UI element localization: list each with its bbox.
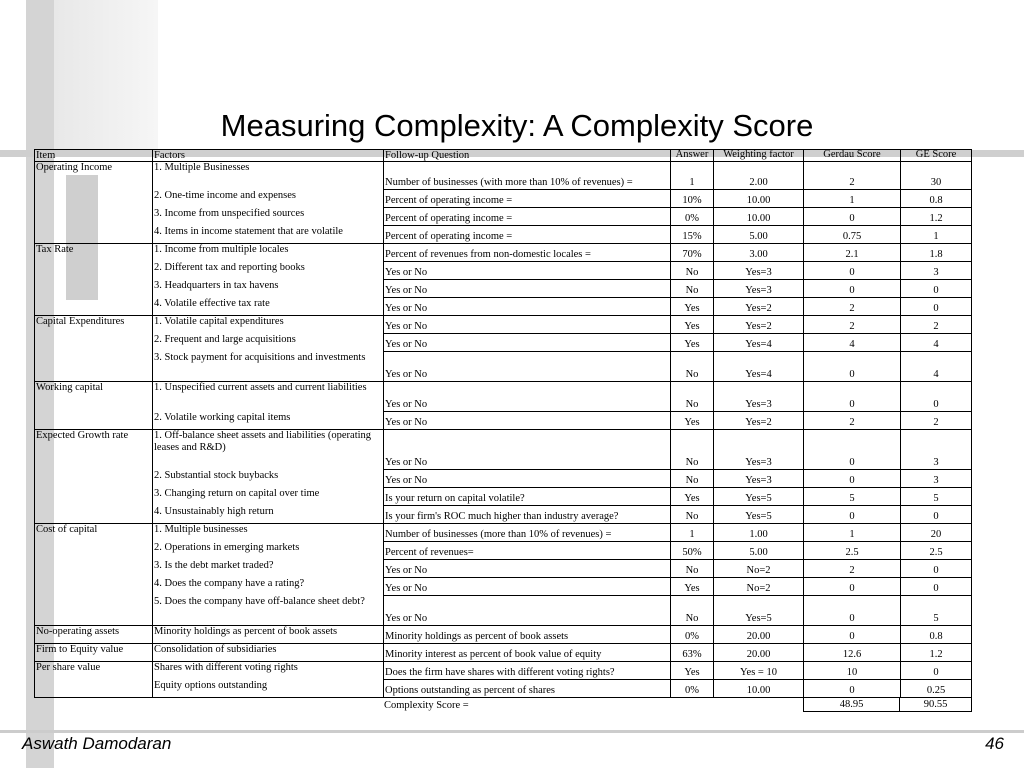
row-item-label: No-operating assets bbox=[34, 626, 152, 644]
answer-cell: No bbox=[670, 280, 713, 298]
weight-cell: Yes=5 bbox=[713, 506, 803, 524]
answer-cell: 0% bbox=[670, 680, 713, 698]
page-number: 46 bbox=[985, 734, 1004, 753]
answer-cell: No bbox=[670, 470, 713, 488]
question-cell: Minority interest as percent of book value of equity bbox=[383, 644, 670, 662]
ge-score-cell: 0 bbox=[900, 578, 972, 596]
complexity-score-table bbox=[34, 149, 972, 712]
answer-cell: 10% bbox=[670, 190, 713, 208]
factor-cell: 2. Substantial stock buybacks bbox=[152, 470, 383, 488]
answer-cell: Yes bbox=[670, 334, 713, 352]
answer-cell: 63% bbox=[670, 644, 713, 662]
question-cell: Percent of operating income = bbox=[383, 208, 670, 226]
factor-cell: 3. Stock payment for acquisitions and investments bbox=[152, 352, 383, 382]
weight-cell: Yes=3 bbox=[713, 280, 803, 298]
factor-cell: 2. Volatile working capital items bbox=[152, 412, 383, 430]
weight-cell: 1.00 bbox=[713, 524, 803, 542]
question-cell: Yes or No bbox=[383, 578, 670, 596]
answer-cell: 70% bbox=[670, 244, 713, 262]
ge-score-cell: 0 bbox=[900, 298, 972, 316]
factor-cell: 3. Is the debt market traded? bbox=[152, 560, 383, 578]
header-gerdau-score: Gerdau Score bbox=[803, 149, 900, 162]
gerdau-score-cell: 2 bbox=[803, 316, 900, 334]
gerdau-score-cell: 2.1 bbox=[803, 244, 900, 262]
factor-cell: 4. Items in income statement that are volatile bbox=[152, 226, 383, 244]
weight-cell: 2.00 bbox=[713, 162, 803, 190]
question-cell: Yes or No bbox=[383, 470, 670, 488]
answer-cell: Yes bbox=[670, 412, 713, 430]
header-question: Follow-up Question bbox=[383, 149, 670, 162]
factor-cell: 1. Unspecified current assets and current liabilities bbox=[152, 382, 383, 412]
ge-score-cell: 0 bbox=[900, 382, 972, 412]
weight-cell: Yes=3 bbox=[713, 262, 803, 280]
weight-cell: 20.00 bbox=[713, 626, 803, 644]
ge-score-cell: 0.25 bbox=[900, 680, 972, 698]
question-cell: Options outstanding as percent of shares bbox=[383, 680, 670, 698]
factor-cell: 1. Volatile capital expenditures bbox=[152, 316, 383, 334]
gerdau-score-cell: 0 bbox=[803, 506, 900, 524]
ge-score-cell: 1.8 bbox=[900, 244, 972, 262]
question-cell: Yes or No bbox=[383, 334, 670, 352]
gerdau-score-cell: 2.5 bbox=[803, 542, 900, 560]
ge-score-cell: 1.2 bbox=[900, 644, 972, 662]
answer-cell: Yes bbox=[670, 662, 713, 680]
row-item-label: Operating Income bbox=[34, 162, 152, 244]
answer-cell: No bbox=[670, 506, 713, 524]
ge-score-cell: 5 bbox=[900, 488, 972, 506]
weight-cell: Yes=2 bbox=[713, 298, 803, 316]
weight-cell: Yes=5 bbox=[713, 488, 803, 506]
weight-cell: Yes = 10 bbox=[713, 662, 803, 680]
factor-cell: 3. Headquarters in tax havens bbox=[152, 280, 383, 298]
gerdau-score-cell: 5 bbox=[803, 488, 900, 506]
weight-cell: 10.00 bbox=[713, 208, 803, 226]
gerdau-score-cell: 0 bbox=[803, 208, 900, 226]
question-cell: Yes or No bbox=[383, 262, 670, 280]
question-cell: Percent of revenues from non-domestic locales = bbox=[383, 244, 670, 262]
ge-score-cell: 30 bbox=[900, 162, 972, 190]
ge-score-cell: 5 bbox=[900, 596, 972, 626]
factor-cell: 4. Volatile effective tax rate bbox=[152, 298, 383, 316]
question-cell: Percent of operating income = bbox=[383, 226, 670, 244]
ge-score-cell: 4 bbox=[900, 334, 972, 352]
question-cell: Yes or No bbox=[383, 596, 670, 626]
gerdau-score-cell: 0 bbox=[803, 382, 900, 412]
ge-score-cell: 2 bbox=[900, 316, 972, 334]
question-cell: Number of businesses (more than 10% of revenues) = bbox=[383, 524, 670, 542]
factor-cell: 3. Income from unspecified sources bbox=[152, 208, 383, 226]
answer-cell: No bbox=[670, 560, 713, 578]
ge-score-cell: 4 bbox=[900, 352, 972, 382]
ge-score-cell: 0.8 bbox=[900, 190, 972, 208]
gerdau-score-cell: 0 bbox=[803, 262, 900, 280]
answer-cell: 1 bbox=[670, 524, 713, 542]
weight-cell: 3.00 bbox=[713, 244, 803, 262]
gerdau-score-cell: 0 bbox=[803, 280, 900, 298]
weight-cell: No=2 bbox=[713, 560, 803, 578]
gerdau-score-cell: 10 bbox=[803, 662, 900, 680]
ge-score-cell: 0 bbox=[900, 662, 972, 680]
gerdau-score-cell: 0.75 bbox=[803, 226, 900, 244]
header-item: Item bbox=[34, 149, 152, 162]
factor-cell: 1. Off-balance sheet assets and liabilities (operating leases and R&D) bbox=[152, 430, 383, 470]
answer-cell: No bbox=[670, 430, 713, 470]
header-answer: Answer bbox=[670, 149, 713, 162]
weight-cell: 5.00 bbox=[713, 226, 803, 244]
factor-cell: Shares with different voting rights bbox=[152, 662, 383, 680]
ge-score-cell: 0 bbox=[900, 506, 972, 524]
question-cell: Yes or No bbox=[383, 412, 670, 430]
footer-rule bbox=[0, 730, 1024, 733]
factor-cell: 5. Does the company have off-balance sheet debt? bbox=[152, 596, 383, 626]
ge-score-cell: 2.5 bbox=[900, 542, 972, 560]
factor-cell: 2. Frequent and large acquisitions bbox=[152, 334, 383, 352]
question-cell: Yes or No bbox=[383, 352, 670, 382]
gerdau-score-cell: 0 bbox=[803, 470, 900, 488]
ge-score-cell: 3 bbox=[900, 262, 972, 280]
answer-cell: 15% bbox=[670, 226, 713, 244]
header-weight: Weighting factor bbox=[713, 149, 803, 162]
slide-title: Measuring Complexity: A Complexity Score bbox=[220, 108, 814, 143]
answer-cell: No bbox=[670, 352, 713, 382]
footer-author: Aswath Damodaran bbox=[22, 734, 172, 753]
gerdau-score-cell: 0 bbox=[803, 352, 900, 382]
gerdau-score-cell: 4 bbox=[803, 334, 900, 352]
factor-cell: 4. Unsustainably high return bbox=[152, 506, 383, 524]
answer-cell: Yes bbox=[670, 488, 713, 506]
ge-score-cell: 0 bbox=[900, 280, 972, 298]
factor-cell: 2. Different tax and reporting books bbox=[152, 262, 383, 280]
row-item-label: Firm to Equity value bbox=[34, 644, 152, 662]
gerdau-total: 48.95 bbox=[803, 698, 900, 712]
ge-score-cell: 3 bbox=[900, 430, 972, 470]
weight-cell: 5.00 bbox=[713, 542, 803, 560]
ge-score-cell: 1 bbox=[900, 226, 972, 244]
question-cell: Yes or No bbox=[383, 280, 670, 298]
gerdau-score-cell: 2 bbox=[803, 298, 900, 316]
gerdau-score-cell: 0 bbox=[803, 578, 900, 596]
weight-cell: Yes=3 bbox=[713, 470, 803, 488]
question-cell: Number of businesses (with more than 10% of revenues) = bbox=[383, 162, 670, 190]
answer-cell: Yes bbox=[670, 316, 713, 334]
weight-cell: 10.00 bbox=[713, 680, 803, 698]
factor-cell: 1. Income from multiple locales bbox=[152, 244, 383, 262]
answer-cell: 0% bbox=[670, 626, 713, 644]
answer-cell: No bbox=[670, 382, 713, 412]
weight-cell: Yes=2 bbox=[713, 316, 803, 334]
ge-score-cell: 20 bbox=[900, 524, 972, 542]
weight-cell: No=2 bbox=[713, 578, 803, 596]
weight-cell: Yes=2 bbox=[713, 412, 803, 430]
factor-cell: 4. Does the company have a rating? bbox=[152, 578, 383, 596]
gerdau-score-cell: 1 bbox=[803, 190, 900, 208]
complexity-score-label: Complexity Score = bbox=[384, 700, 469, 711]
answer-cell: Yes bbox=[670, 298, 713, 316]
question-cell: Yes or No bbox=[383, 430, 670, 470]
question-cell: Percent of revenues= bbox=[383, 542, 670, 560]
weight-cell: 20.00 bbox=[713, 644, 803, 662]
weight-cell: Yes=3 bbox=[713, 382, 803, 412]
factor-cell: 2. One-time income and expenses bbox=[152, 190, 383, 208]
gerdau-score-cell: 12.6 bbox=[803, 644, 900, 662]
question-cell: Yes or No bbox=[383, 316, 670, 334]
weight-cell: Yes=5 bbox=[713, 596, 803, 626]
gerdau-score-cell: 0 bbox=[803, 430, 900, 470]
question-cell: Minority holdings as percent of book assets bbox=[383, 626, 670, 644]
row-item-label: Expected Growth rate bbox=[34, 430, 152, 524]
answer-cell: No bbox=[670, 596, 713, 626]
factor-cell: 1. Multiple Businesses bbox=[152, 162, 383, 190]
question-cell: Does the firm have shares with different voting rights? bbox=[383, 662, 670, 680]
answer-cell: 50% bbox=[670, 542, 713, 560]
factor-cell: 2. Operations in emerging markets bbox=[152, 542, 383, 560]
question-cell: Percent of operating income = bbox=[383, 190, 670, 208]
ge-score-cell: 0 bbox=[900, 560, 972, 578]
ge-score-cell: 0.8 bbox=[900, 626, 972, 644]
factor-cell: Consolidation of subsidiaries bbox=[152, 644, 383, 662]
ge-score-cell: 2 bbox=[900, 412, 972, 430]
gerdau-score-cell: 0 bbox=[803, 626, 900, 644]
factor-cell: Equity options outstanding bbox=[152, 680, 383, 698]
factor-cell: Minority holdings as percent of book assets bbox=[152, 626, 383, 644]
gerdau-score-cell: 0 bbox=[803, 680, 900, 698]
answer-cell: 1 bbox=[670, 162, 713, 190]
weight-cell: Yes=4 bbox=[713, 352, 803, 382]
header-ge-score: GE Score bbox=[900, 149, 972, 162]
ge-score-cell: 3 bbox=[900, 470, 972, 488]
answer-cell: Yes bbox=[670, 578, 713, 596]
header-factor: Factors bbox=[152, 149, 383, 162]
weight-cell: Yes=3 bbox=[713, 430, 803, 470]
row-item-label: Working capital bbox=[34, 382, 152, 430]
row-item-label: Cost of capital bbox=[34, 524, 152, 626]
question-cell: Is your return on capital volatile? bbox=[383, 488, 670, 506]
question-cell: Yes or No bbox=[383, 560, 670, 578]
row-item-label: Tax Rate bbox=[34, 244, 152, 316]
weight-cell: Yes=4 bbox=[713, 334, 803, 352]
ge-total: 90.55 bbox=[900, 698, 972, 712]
factor-cell: 1. Multiple businesses bbox=[152, 524, 383, 542]
row-item-label: Capital Expenditures bbox=[34, 316, 152, 382]
gerdau-score-cell: 2 bbox=[803, 162, 900, 190]
question-cell: Yes or No bbox=[383, 382, 670, 412]
gerdau-score-cell: 0 bbox=[803, 596, 900, 626]
gerdau-score-cell: 2 bbox=[803, 560, 900, 578]
gerdau-score-cell: 1 bbox=[803, 524, 900, 542]
question-cell: Yes or No bbox=[383, 298, 670, 316]
row-item-label: Per share value bbox=[34, 662, 152, 698]
weight-cell: 10.00 bbox=[713, 190, 803, 208]
answer-cell: 0% bbox=[670, 208, 713, 226]
ge-score-cell: 1.2 bbox=[900, 208, 972, 226]
answer-cell: No bbox=[670, 262, 713, 280]
factor-cell: 3. Changing return on capital over time bbox=[152, 488, 383, 506]
gerdau-score-cell: 2 bbox=[803, 412, 900, 430]
question-cell: Is your firm's ROC much higher than industry average? bbox=[383, 506, 670, 524]
